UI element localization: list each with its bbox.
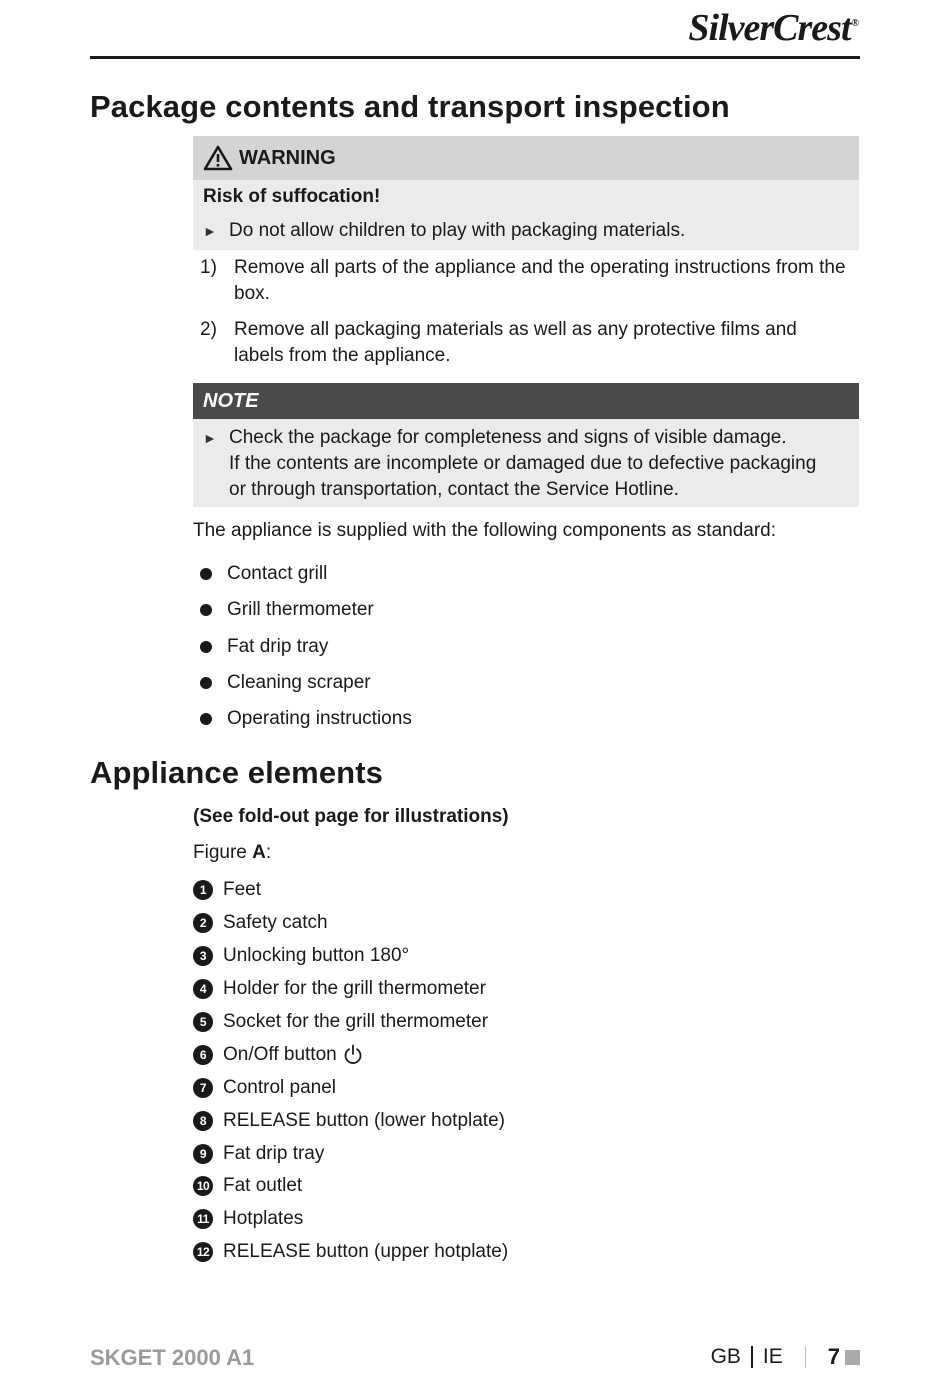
element-label: Holder for the grill thermometer: [223, 978, 486, 1000]
list-item: [193, 1137, 508, 1170]
list-item: [193, 1071, 508, 1104]
list-item: [193, 1006, 508, 1039]
note-item: [203, 425, 849, 503]
element-label: Socket for the grill thermometer: [223, 1011, 489, 1032]
step-item: [200, 255, 850, 307]
element-label: Feet: [223, 879, 262, 901]
number-badge-icon: 5: [193, 1012, 213, 1032]
note-line: Check the package for completeness and signs of visible damage.: [229, 427, 787, 448]
step-number: 1): [200, 257, 217, 278]
power-icon: [343, 1044, 363, 1066]
section-title-package: Package contents and transport inspection: [90, 89, 730, 124]
page-marker-icon: [845, 1350, 860, 1365]
component-label: Fat drip tray: [227, 635, 329, 657]
element-label: On/Off button: [223, 1043, 337, 1065]
figure-label: Figure A:: [193, 842, 272, 863]
warning-body: [193, 180, 859, 250]
see-foldout-note: (See fold-out page for illustrations): [193, 806, 509, 827]
list-item: [193, 907, 508, 940]
footer-country-ie: IE: [762, 1345, 783, 1368]
list-item: [193, 1236, 508, 1269]
element-label: RELEASE button (upper hotplate): [223, 1241, 509, 1263]
footer-separator: [805, 1346, 806, 1368]
warning-item: [203, 218, 849, 244]
warning-item-text: Do not allow children to play with packaging materials.: [229, 220, 686, 241]
element-label: Fat drip tray: [223, 1142, 325, 1164]
number-badge-icon: 9: [193, 1144, 213, 1164]
bullet-dot-icon: [200, 568, 212, 580]
component-label: Cleaning scraper: [227, 672, 371, 694]
element-label: Hotplates: [223, 1208, 304, 1230]
components-intro: The appliance is supplied with the following components as standard:: [193, 520, 777, 541]
warning-label: WARNING: [239, 146, 336, 169]
footer-model: SKGET 2000 A1: [90, 1345, 255, 1370]
element-label: Safety catch: [223, 912, 328, 934]
footer-separator: [751, 1346, 753, 1368]
list-item: [193, 1038, 508, 1071]
list-item: [200, 665, 412, 701]
list-item: [193, 1104, 508, 1137]
number-badge-icon: 7: [193, 1078, 213, 1098]
list-item: [193, 1203, 508, 1236]
warning-triangle-icon: [203, 145, 233, 171]
list-item: [200, 556, 412, 592]
note-header: NOTE: [193, 383, 859, 419]
element-label: Fat outlet: [223, 1175, 303, 1197]
list-item: [200, 701, 412, 737]
warning-heading: Risk of suffocation!: [203, 186, 381, 207]
arrow-bullet-icon: ►: [203, 430, 217, 446]
element-label: Unlocking button 180°: [223, 945, 410, 967]
footer-country-gb: GB: [710, 1345, 741, 1368]
element-label: Control panel: [223, 1076, 337, 1098]
bullet-dot-icon: [200, 713, 212, 725]
list-item: [200, 592, 412, 628]
note-line: or through transportation, contact the Service Hotline.: [229, 479, 679, 500]
number-badge-icon: 8: [193, 1111, 213, 1131]
footer-page-info: [711, 1344, 860, 1370]
elements-list: [193, 874, 508, 1269]
element-label: RELEASE button (lower hotplate): [223, 1109, 505, 1131]
header-rule: [90, 56, 860, 59]
warning-box: [193, 136, 859, 250]
step-number: 2): [200, 319, 217, 340]
bullet-dot-icon: [200, 604, 212, 616]
number-badge-icon: 3: [193, 946, 213, 966]
step-item: [200, 317, 850, 369]
section-title-appliance: Appliance elements: [90, 755, 383, 790]
list-item: [193, 1170, 508, 1203]
step-text: Remove all parts of the appliance and the operating instructions from the box.: [234, 257, 846, 304]
bullet-dot-icon: [200, 677, 212, 689]
component-label: Contact grill: [227, 563, 328, 585]
arrow-bullet-icon: ►: [203, 223, 217, 239]
number-badge-icon: 2: [193, 913, 213, 933]
list-item: [193, 973, 508, 1006]
list-item: [193, 874, 508, 907]
number-badge-icon: 1: [193, 880, 213, 900]
number-badge-icon: 12: [193, 1242, 213, 1262]
component-label: Grill thermometer: [227, 599, 374, 621]
instruction-steps: [200, 255, 850, 379]
list-item: [193, 940, 508, 973]
note-body: [193, 419, 859, 507]
note-line: If the contents are incomplete or damaged due to defective packaging: [229, 453, 817, 474]
components-list: [200, 556, 412, 737]
component-label: Operating instructions: [227, 708, 412, 730]
number-badge-icon: 6: [193, 1045, 213, 1065]
number-badge-icon: 10: [193, 1176, 213, 1196]
bullet-dot-icon: [200, 641, 212, 653]
page-number: 7: [827, 1344, 840, 1369]
number-badge-icon: 4: [193, 979, 213, 999]
list-item: [200, 629, 412, 665]
note-box: [193, 383, 859, 507]
brand-logo: SilverCrest®: [688, 7, 858, 49]
step-text: Remove all packaging materials as well as any protective films and labels from the appliance.: [234, 319, 797, 366]
number-badge-icon: 11: [193, 1209, 213, 1229]
warning-header: [193, 136, 859, 180]
